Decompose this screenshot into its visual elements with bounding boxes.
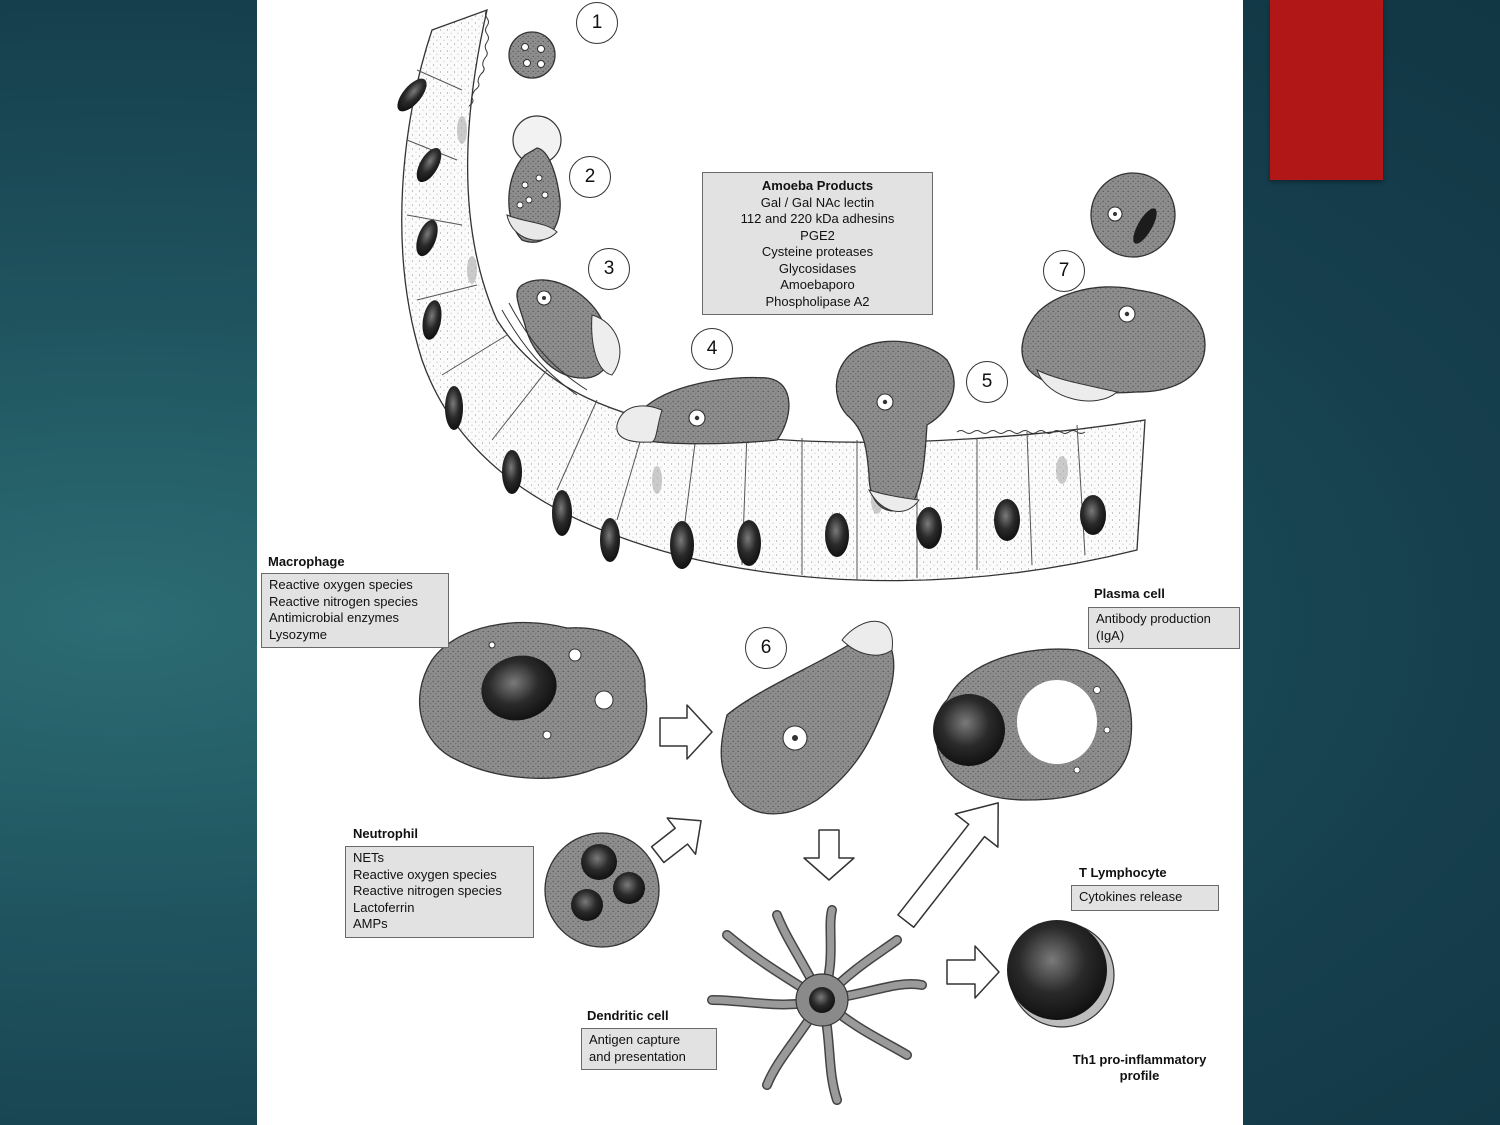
stage-number-3: 3 — [588, 248, 630, 290]
t-lymphocyte-label: T Lymphocyte — [1079, 865, 1167, 880]
amoeba-product-item: Glycosidases — [778, 260, 857, 276]
stage-number-7: 7 — [1043, 250, 1085, 292]
arrow-dendritic-to-plasma — [885, 786, 1020, 937]
amoeba-product-item: Phospholipase A2 — [765, 293, 870, 309]
stage-number-1: 1 — [576, 2, 618, 44]
amoeba-stage-1 — [509, 32, 555, 78]
neutrophil-item: NETs — [353, 850, 385, 865]
dendritic-cell-box — [581, 1028, 717, 1070]
macrophage-cell — [420, 623, 647, 779]
accent-bar — [1270, 0, 1383, 180]
macrophage-item: Antimicrobial enzymes — [269, 610, 400, 625]
stage-number-2: 2 — [569, 156, 611, 198]
amoeba-product-item: Gal / Gal NAc lectin — [760, 194, 875, 210]
plasma-cell-item: Antibody production — [1096, 611, 1211, 626]
plasma-cell-item: (IgA) — [1096, 627, 1125, 643]
stage-number-5: 5 — [966, 361, 1008, 403]
plasma-cell-body — [933, 649, 1131, 800]
amoeba-stage-2 — [507, 116, 561, 242]
t-lymphocyte-box — [1071, 885, 1219, 911]
neutrophil-item: Lactoferrin — [353, 899, 415, 915]
plasma-cell-label: Plasma cell — [1094, 586, 1165, 601]
plasma-cell-box — [1088, 607, 1240, 649]
arrow-neutrophil-to-amoeba — [644, 803, 716, 873]
macrophage-item: Reactive oxygen species — [269, 577, 413, 592]
stage-number-4: 4 — [691, 328, 733, 370]
amoeba-product-item: 112 and 220 kDa adhesins — [740, 211, 895, 226]
th1-profile-label — [1057, 1052, 1222, 1084]
t-lymphocyte-item: Cytokines release — [1079, 889, 1183, 904]
amoeba-product-item: PGE2 — [800, 227, 835, 243]
amoeba-products-title: Amoeba Products — [761, 178, 874, 193]
th1-profile-line: Th1 pro-inflammatory — [1072, 1052, 1207, 1067]
figure-panel — [257, 0, 1243, 1125]
dendritic-cell-label: Dendritic cell — [587, 1008, 669, 1023]
dendritic-cell-body — [712, 910, 922, 1100]
neutrophil-item: Reactive nitrogen species — [353, 883, 502, 898]
macrophage-box — [261, 573, 449, 648]
arrow-macrophage-to-amoeba — [660, 705, 712, 759]
neutrophil-cell — [545, 833, 659, 947]
neutrophil-label: Neutrophil — [353, 826, 418, 841]
macrophage-label: Macrophage — [268, 554, 345, 569]
amoeba-stage-4 — [617, 377, 789, 443]
neutrophil-item: AMPs — [353, 916, 388, 931]
dendritic-cell-item: Antigen capture — [589, 1032, 681, 1047]
macrophage-item: Lysozyme — [269, 626, 328, 642]
arrow-amoeba-to-dendritic — [804, 830, 854, 880]
th1-profile-line: profile — [1119, 1068, 1160, 1083]
amoeba-product-item: Cysteine proteases — [761, 244, 874, 259]
stage-number-6: 6 — [745, 627, 787, 669]
neutrophil-box — [345, 846, 534, 938]
dendritic-cell-item: and presentation — [589, 1048, 686, 1064]
macrophage-item: Reactive nitrogen species — [269, 593, 418, 609]
t-lymphocyte-body — [1007, 920, 1114, 1027]
amoeba-products-box — [702, 172, 933, 315]
pathogenesis-diagram — [257, 0, 1243, 1125]
arrow-dendritic-to-tcell — [947, 946, 999, 998]
amoeba-product-item: Amoebaporo — [780, 277, 855, 292]
neutrophil-item: Reactive oxygen species — [353, 866, 497, 882]
